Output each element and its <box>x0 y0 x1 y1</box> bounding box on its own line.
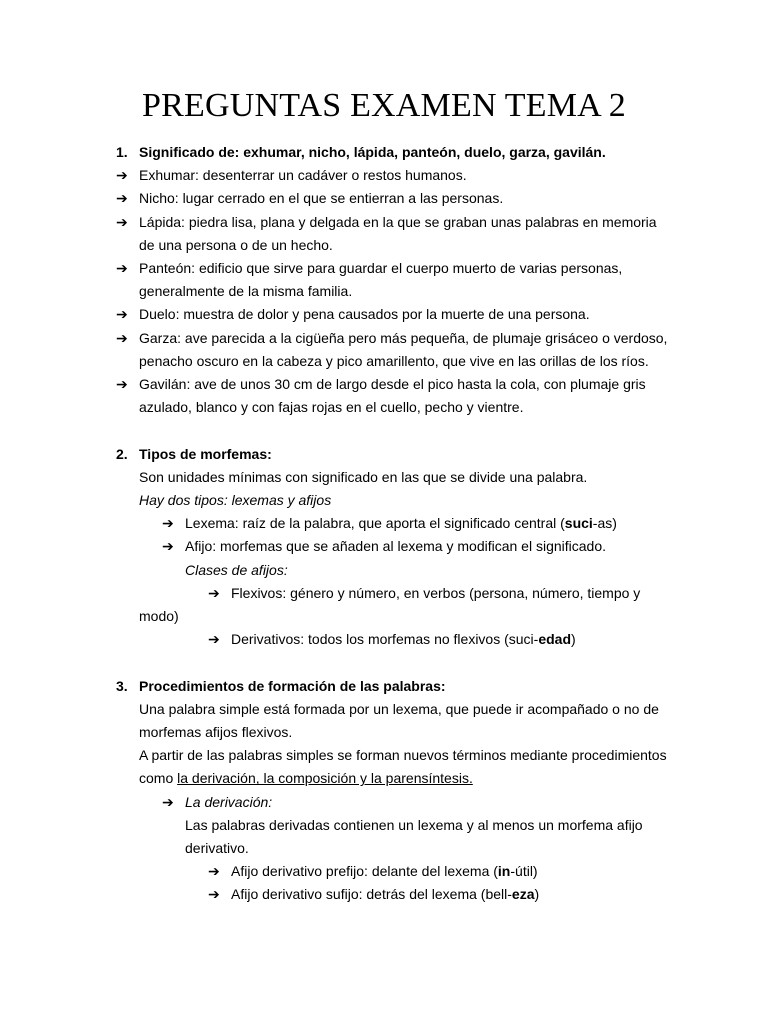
derivacion-label: La derivación: <box>185 793 273 810</box>
q1-item-exhumar <box>116 164 686 187</box>
arrow-icon: ➔ <box>116 306 128 323</box>
q2-flexivos-cont: modo) <box>139 608 179 625</box>
q1-item-gavilan-cont: azulado, blanco y con fajas rojas en el cuello, pecho y vientre. <box>139 399 524 416</box>
q1-item-duelo <box>116 303 686 326</box>
q1-heading-line <box>116 141 686 164</box>
q2-heading-line <box>116 443 686 466</box>
prefijo-bold: in <box>497 863 511 880</box>
prefijo-text: Afijo derivativo prefijo: delante del lexema ( <box>231 863 498 880</box>
lexema-bold: suci <box>564 515 593 532</box>
arrow-icon: ➔ <box>116 329 128 346</box>
page-title: PREGUNTAS EXAMEN TEMA 2 <box>142 87 626 124</box>
lexema-text: Lexema: raíz de la palabra, que aporta el significado central ( <box>185 515 565 532</box>
q3-prefijo <box>116 860 686 883</box>
lexema-post: -as) <box>592 515 617 532</box>
q3-p2-prefix: como <box>139 770 178 787</box>
arrow-icon: ➔ <box>116 213 128 230</box>
q2-number: 2. <box>116 445 128 462</box>
q1-item-garza-cont: penacho oscuro en la cabeza y pico amarillento, que vive en las orillas de los ríos. <box>139 352 649 369</box>
spacer <box>116 419 686 442</box>
q3-deriv-text-cont: derivativo. <box>185 840 249 857</box>
q1-item-text: Panteón: edificio que sirve para guardar el cuerpo muerto de varias personas, <box>139 260 623 277</box>
q3-deriv-text: Las palabras derivadas contienen un lexema y al menos un morfema afijo <box>185 816 643 833</box>
q2-intro: Son unidades mínimas con significado en las que se divide una palabra. <box>139 468 588 485</box>
q2-flexivos <box>116 582 686 605</box>
sufijo-text: Afijo derivativo sufijo: detrás del lexema (bell- <box>231 886 512 903</box>
q2-lexema <box>116 512 686 535</box>
q3-p2: A partir de las palabras simples se forman nuevos términos mediante procedimientos <box>139 747 667 764</box>
arrow-icon: ➔ <box>208 886 220 903</box>
q3-p1-cont: morfemas afijos flexivos. <box>139 724 293 741</box>
q3-derivacion <box>116 791 686 814</box>
q2-derivativos <box>116 628 686 651</box>
arrow-icon: ➔ <box>208 631 220 648</box>
arrow-icon: ➔ <box>162 793 174 810</box>
q1-item-garza <box>116 327 686 350</box>
q1-item-nicho <box>116 187 686 210</box>
q1-number: 1. <box>116 144 128 160</box>
q1-item-text: Gavilán: ave de unos 30 cm de largo desde el pico hasta la cola, con plumaje gris <box>139 376 646 393</box>
q1-item-text: Exhumar: desenterrar un cadáver o restos humanos. <box>139 167 467 184</box>
q3-sufijo <box>116 883 686 906</box>
q1-item-text: Nicho: lugar cerrado en el que se entierran a las personas. <box>139 190 504 207</box>
q1-item-gavilan <box>116 373 686 396</box>
arrow-icon: ➔ <box>116 376 128 393</box>
spacer <box>116 651 686 674</box>
q2-heading: Tipos de morfemas: <box>139 445 272 462</box>
q1-heading: Significado de: exhumar, nicho, lápida, panteón, duelo, garza, gavilán. <box>139 144 606 160</box>
arrow-icon: ➔ <box>162 515 174 532</box>
q1-item-text: Lápida: piedra lisa, plana y delgada en la que se graban unas palabras en memoria <box>139 213 657 230</box>
q3-p2-underlined: la derivación, la composición y la parensíntesis. <box>177 770 473 787</box>
prefijo-post: -útil) <box>510 863 538 880</box>
sufijo-bold: eza <box>511 886 535 903</box>
q1-item-text: Duelo: muestra de dolor y pena causados por la muerte de una persona. <box>139 306 590 323</box>
derivativos-text: Derivativos: todos los morfemas no flexivos (suci- <box>231 631 539 648</box>
document-body <box>116 141 686 907</box>
arrow-icon: ➔ <box>208 863 220 880</box>
arrow-icon: ➔ <box>162 538 174 555</box>
sufijo-post: ) <box>534 886 540 903</box>
q1-item-panteon-cont: generalmente de la misma familia. <box>139 283 353 300</box>
q3-p2-cont <box>116 767 686 790</box>
q1-item-text: Garza: ave parecida a la cigüeña pero más pequeña, de plumaje grisáceo o verdoso, <box>139 329 668 346</box>
arrow-icon: ➔ <box>116 190 128 207</box>
q2-types: Hay dos tipos: lexemas y afijos <box>139 492 332 509</box>
arrow-icon: ➔ <box>116 260 128 277</box>
q2-afijo <box>116 535 686 558</box>
arrow-icon: ➔ <box>116 167 128 184</box>
q1-item-panteon <box>116 257 686 280</box>
q1-item-lapida <box>116 211 686 234</box>
arrow-icon: ➔ <box>208 584 220 601</box>
afijo-text: Afijo: morfemas que se añaden al lexema y modifican el significado. <box>185 538 606 555</box>
q3-number: 3. <box>116 677 128 694</box>
derivativos-bold: edad <box>538 631 572 648</box>
derivativos-post: ) <box>571 631 576 648</box>
q1-item-lapida-cont: de una persona o de un hecho. <box>139 236 333 253</box>
q3-heading-line <box>116 675 686 698</box>
q3-p1: Una palabra simple está formada por un lexema, que puede ir acompañado o no de <box>139 700 659 717</box>
flexivos-text: Flexivos: género y número, en verbos (persona, número, tiempo y <box>231 584 641 601</box>
q3-heading: Procedimientos de formación de las palabras: <box>139 677 446 694</box>
q2-clases: Clases de afijos: <box>185 561 288 578</box>
